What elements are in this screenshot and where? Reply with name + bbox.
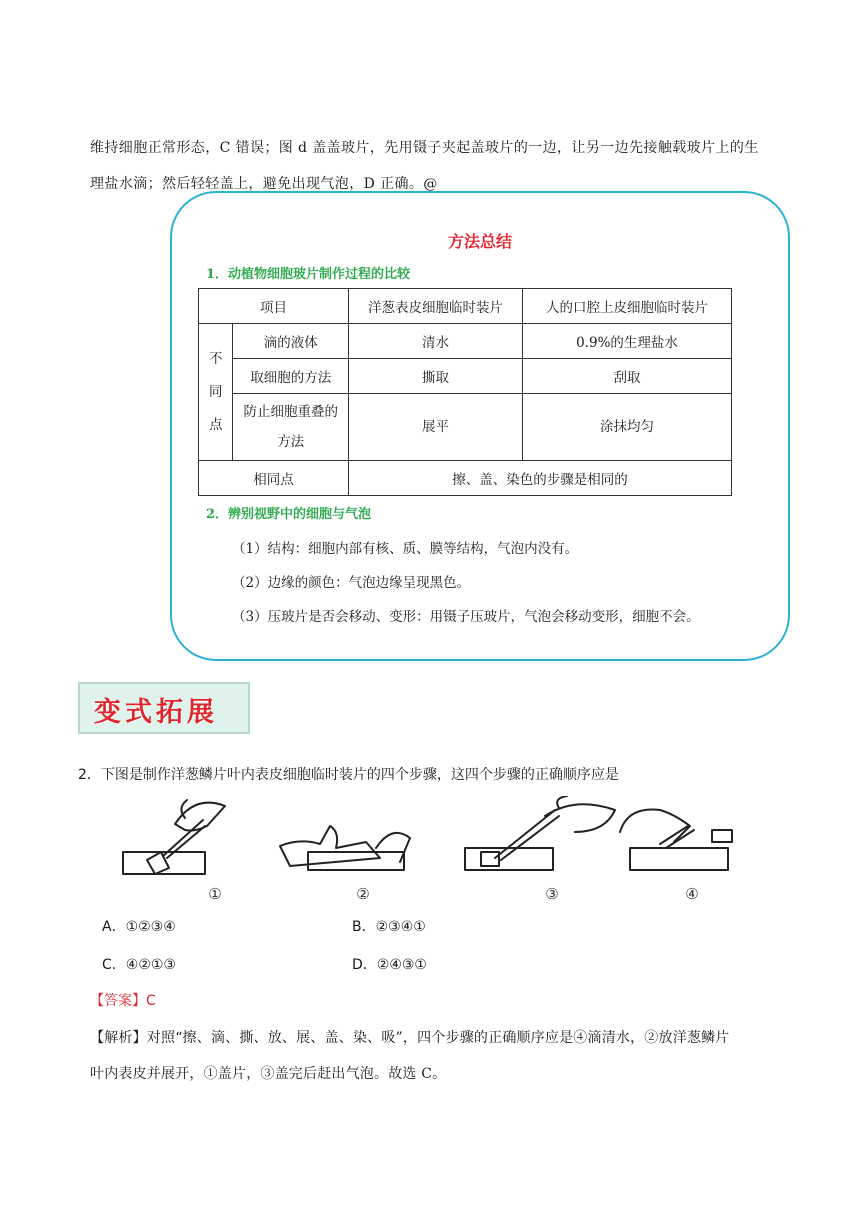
table-row [199,461,732,496]
table-cell: 撕取 [349,359,523,394]
option-d: D．②④③① [352,957,427,973]
step-1-drawing [123,800,225,874]
diff-char: 同 [208,383,223,400]
intro-line-1: 维持细胞正常形态，C 错误；图 d 盖盖玻片，先用镊子夹起盖玻片的一边，让另一边先接触载玻片上的生 [90,140,759,156]
table-row [199,359,732,394]
header-cheek: 人的口腔上皮细胞临时装片 [523,289,732,324]
explanation-line-1: 【解析】对照“擦、滴、撕、放、展、盖、染、吸”，四个步骤的正确顺序应是④滴清水，②放洋葱鳞片 [90,1030,730,1046]
table-row [199,324,732,359]
option-c: C．④②①③ [102,957,176,973]
summary-heading-2: 2．辨别视野中的细胞与气泡 [206,507,372,522]
step-3-drawing [465,796,615,870]
table-cell: 取细胞的方法 [233,359,349,394]
explanation [90,1020,790,1092]
same-value: 擦、盖、染色的步骤是相同的 [349,461,732,496]
diff-label [199,324,233,461]
table-header-row [199,289,732,324]
table-cell: 展平 [349,394,523,461]
diff-char: 点 [208,416,223,433]
option-b: B．②③④① [352,919,426,935]
table-cell: 滴的液体 [233,324,349,359]
table-cell: 清水 [349,324,523,359]
variant-badge [78,682,250,734]
intro-line-2: 理盐水滴；然后轻轻盖上，避免出现气泡，D 正确。@ [90,176,438,192]
answer: 【答案】C [90,993,156,1009]
same-label: 相同点 [199,461,349,496]
list-item: （3）压玻片是否会移动、变形：用镊子压玻片，气泡会移动变形，细胞不会。 [232,609,700,625]
list-item: （1）结构：细胞内部有核、质、膜等结构，气泡内没有。 [232,541,579,557]
header-onion: 洋葱表皮细胞临时装片 [349,289,523,324]
comparison-table [198,288,732,496]
fig-label-4: ④ [685,885,699,903]
summary-title: 方法总结 [447,232,512,251]
step-4-drawing [620,809,732,870]
list-item: （2）边缘的颜色：气泡边缘呈现黑色。 [232,575,471,591]
fig-label-3: ③ [545,885,559,903]
summary-heading-1: 1．动植物细胞玻片制作过程的比较 [206,267,411,282]
fig-label-1: ① [208,885,222,903]
steps-figure [115,796,755,906]
table-cell: 防止细胞重叠的方法 [233,394,349,461]
explanation-line-2: 叶内表皮并展开，①盖片，③盖完后赶出气泡。故选 C。 [90,1066,447,1082]
header-item: 项目 [199,289,349,324]
step-2-drawing [280,826,410,870]
option-a: A．①②③④ [102,919,176,935]
fig-label-2: ② [356,885,370,903]
table-cell: 刮取 [523,359,732,394]
badge-text: 变式拓展 [94,697,218,728]
diff-char: 不 [208,350,223,367]
table-cell: 0.9%的生理盐水 [523,324,732,359]
question-stem: 2．下图是制作洋葱鳞片叶内表皮细胞临时装片的四个步骤，这四个步骤的正确顺序应是 [78,767,619,783]
table-cell: 涂抹均匀 [523,394,732,461]
method-summary-box [170,191,790,661]
table-row [199,394,732,461]
